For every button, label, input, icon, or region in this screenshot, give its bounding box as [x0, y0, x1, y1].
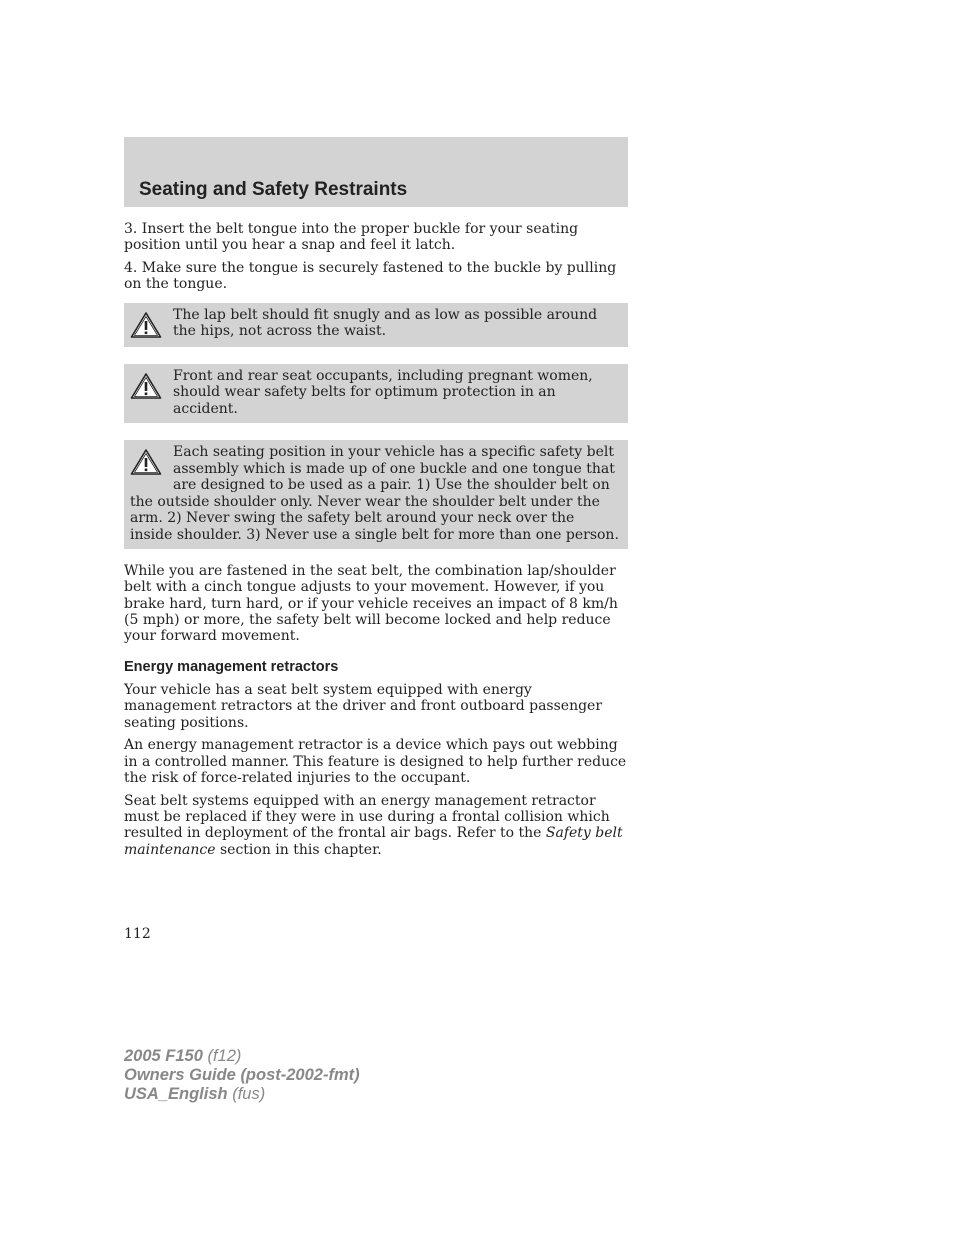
device-paragraph: An energy management retractor is a device which pays out webbing in a controlled manner. This feature is designed to help further reduce the risk of force-related injuries to the occupant. — [124, 737, 627, 786]
page-number: 112 — [124, 926, 151, 942]
footer-line-guide — [124, 1066, 360, 1085]
warning-box-lap-belt — [124, 303, 628, 347]
footer-language: USA_English — [124, 1085, 228, 1103]
footer-model: 2005 F150 — [124, 1047, 203, 1065]
footer-language-code: (fus) — [227, 1085, 266, 1103]
safety-belt-maintenance-reference: Safety belt maintenance — [124, 825, 623, 858]
document-footer — [124, 1047, 360, 1104]
main-content — [124, 221, 628, 864]
warning-triangle-icon — [130, 311, 162, 339]
footer-line-model — [124, 1047, 360, 1066]
step-4-paragraph: 4. Make sure the tongue is securely fastened to the buckle by pulling on the tongue. — [124, 260, 617, 293]
section-header-band — [124, 137, 628, 207]
energy-management-subheading: Energy management retractors — [124, 658, 339, 675]
warning-text: Each seating position in your vehicle has a specific safety belt assembly which is made up of one buckle and one tongue that are designed to be used as a pair. 1) Use the shoulder belt on the outside shoulder only. Never wear the shoulder belt under the arm. 2) Never swing the safety belt around your neck over the inside shoulder. 3) Never use a single belt for more than one person. — [130, 444, 619, 543]
replace-paragraph — [124, 793, 628, 858]
warning-triangle-icon — [130, 448, 162, 476]
footer-line-language — [124, 1085, 360, 1104]
section-title: Seating and Safety Restraints — [139, 179, 408, 200]
replace-text-end: section in this chapter. — [215, 841, 382, 858]
warning-text: The lap belt should fit snugly and as low as possible around the hips, not across the waist. — [173, 306, 598, 340]
step-3-paragraph: 3. Insert the belt tongue into the proper buckle for your seating position until you hear a snap and feel it latch. — [124, 221, 579, 254]
equipped-paragraph: Your vehicle has a seat belt system equipped with energy management retractors at the driver and front outboard passenger seating positions. — [124, 681, 603, 731]
fastened-paragraph: While you are fastened in the seat belt, the combination lap/shoulder belt with a cinch tongue adjusts to your movement. However, if you brake hard, turn hard, or if your vehicle receives an impact of 8 km/h (5 mph) or more, the safety belt will become locked and help reduce your forward movement. — [124, 563, 618, 645]
replace-text-start: Seat belt systems equipped with an energy management retractor must be replaced if they were in use during a frontal collision which resulted in deployment of the frontal air bags. Refer to the — [124, 792, 610, 842]
warning-text: Front and rear seat occupants, including pregnant women, should wear safety belts for optimum protection in an accident. — [173, 367, 593, 417]
warning-box-occupants — [124, 364, 628, 424]
warning-triangle-icon — [130, 372, 162, 400]
footer-guide: Owners Guide (post-2002-fmt) — [124, 1066, 360, 1084]
footer-model-code: (f12) — [202, 1047, 242, 1065]
warning-box-seating-position — [124, 440, 628, 549]
